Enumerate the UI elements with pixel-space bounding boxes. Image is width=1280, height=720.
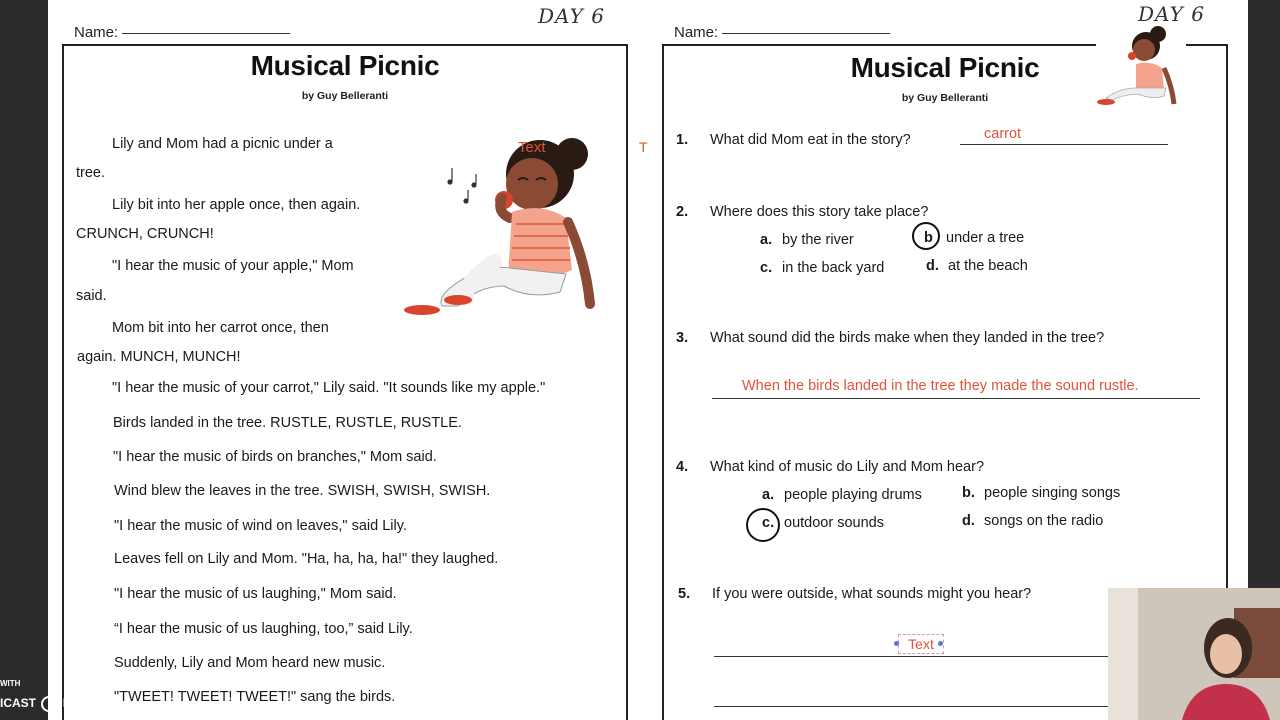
option-4b[interactable] [962, 485, 1120, 501]
question-text: What kind of music do Lily and Mom hear? [710, 459, 985, 475]
story-line: "I hear the music of us laughing," Mom said. [114, 586, 397, 602]
question-number: 1. [676, 132, 689, 148]
option-text: people playing drums [784, 487, 922, 503]
option-letter: b [924, 230, 933, 246]
question-2 [676, 204, 928, 220]
story-line: Suddenly, Lily and Mom heard new music. [114, 655, 386, 671]
option-text: outdoor sounds [784, 515, 884, 531]
story-title: Musical Picnic [250, 50, 440, 81]
story-byline: by Guy Belleranti [301, 90, 389, 102]
story-line: CRUNCH, CRUNCH! [76, 226, 214, 242]
screencast-brand [0, 696, 100, 712]
story-line: Leaves fell on Lily and Mom. "Ha, ha, ha, ha!" they laughed. [114, 551, 499, 567]
option-text: by the river [782, 232, 854, 248]
option-letter: a. [762, 487, 775, 503]
brand-name: ICAST [0, 696, 36, 711]
question-number: 4. [676, 459, 689, 475]
story-line: Birds landed in the tree. RUSTLE, RUSTLE, RUSTLE. [113, 415, 462, 431]
resize-handle[interactable] [894, 641, 899, 646]
question-5 [678, 586, 1031, 602]
question-number: 3. [676, 330, 689, 346]
answer-1[interactable]: carrot [984, 126, 1022, 142]
name-field-left [74, 24, 290, 41]
webcam-overlay [1108, 588, 1280, 720]
question-4 [676, 459, 984, 475]
option-2a[interactable] [760, 232, 854, 248]
illustration-text-label[interactable]: Text [518, 139, 546, 156]
name-label: Name: [74, 24, 119, 41]
day-label-left: DAY 6 [538, 4, 605, 28]
questions-byline: by Guy Belleranti [901, 92, 989, 104]
day-label-right: DAY 6 [1138, 2, 1205, 26]
presenter-video [1108, 588, 1280, 720]
question-text: Where does this story take place? [710, 204, 929, 220]
question-number: 2. [676, 204, 689, 220]
question-1 [676, 132, 911, 148]
name-blank-line [722, 33, 890, 34]
option-letter: c. [760, 260, 773, 276]
option-2d[interactable] [926, 258, 1028, 274]
name-blank-line [122, 33, 290, 34]
option-4c[interactable] [762, 515, 884, 531]
answer-line [712, 398, 1200, 399]
question-3 [676, 330, 1104, 346]
option-text: at the beach [948, 258, 1028, 274]
option-text: under a tree [946, 230, 1025, 246]
name-field-right [674, 24, 890, 41]
option-text: people singing songs [984, 485, 1121, 501]
answer-circle [912, 222, 940, 250]
brand-with-label: WITH [0, 679, 21, 688]
text-input-box[interactable]: Text [898, 634, 944, 654]
story-line: "I hear the music of wind on leaves," said Lily. [114, 518, 407, 534]
answer-line [960, 144, 1168, 145]
resize-handle[interactable] [938, 641, 943, 646]
option-letter: d. [962, 513, 975, 529]
story-line: Lily bit into her apple once, then again. [112, 197, 361, 213]
question-number: 5. [678, 586, 691, 602]
option-text: in the back yard [782, 260, 885, 276]
story-line: "I hear the music of birds on branches," Mom said. [113, 449, 437, 465]
story-sheet [62, 44, 628, 720]
option-text: songs on the radio [984, 513, 1104, 529]
question-text: What sound did the birds make when they landed in the tree? [710, 330, 1105, 346]
story-line: tree. [76, 165, 106, 181]
answer-3[interactable]: When the birds landed in the tree they made the sound rustle. [742, 378, 1139, 394]
name-label: Name: [674, 24, 719, 41]
option-4d[interactable] [962, 513, 1103, 529]
story-line: again. MUNCH, MUNCH! [77, 349, 241, 365]
option-letter: a. [760, 232, 773, 248]
story-line: "I hear the music of your apple," Mom [112, 258, 354, 274]
option-letter: b. [962, 485, 975, 501]
worksheet-canvas[interactable] [48, 0, 1248, 720]
option-4a[interactable] [762, 487, 922, 503]
story-line: “I hear the music of us laughing, too,” said Lily. [114, 621, 413, 637]
option-letter: c. [762, 515, 775, 531]
brand-logo-icon [41, 696, 57, 712]
brand-suffix: MATIC [62, 696, 100, 711]
text-tool-marker[interactable]: T [639, 139, 648, 155]
girl-eating-apple-illustration [400, 126, 600, 316]
question-text: If you were outside, what sounds might you hear? [712, 586, 1032, 602]
option-letter: d. [926, 258, 939, 274]
question-text: What did Mom eat in the story? [710, 132, 911, 148]
small-girl-illustration [1096, 26, 1186, 108]
left-dark-bar [0, 0, 48, 720]
story-line: "TWEET! TWEET! TWEET!" sang the birds. [114, 689, 396, 705]
story-line: "I hear the music of your carrot," Lily said. "It sounds like my apple." [112, 380, 546, 396]
answer-line [714, 706, 1110, 707]
story-line: Wind blew the leaves in the tree. SWISH, SWISH, SWISH. [114, 483, 491, 499]
story-line: Lily and Mom had a picnic under a [112, 136, 333, 152]
story-line: said. [76, 288, 107, 304]
story-line: Mom bit into her carrot once, then [112, 320, 329, 336]
questions-title: Musical Picnic [850, 52, 1040, 83]
answer-line [714, 656, 1110, 657]
option-2c[interactable] [760, 260, 884, 276]
answer-circle [746, 508, 780, 542]
